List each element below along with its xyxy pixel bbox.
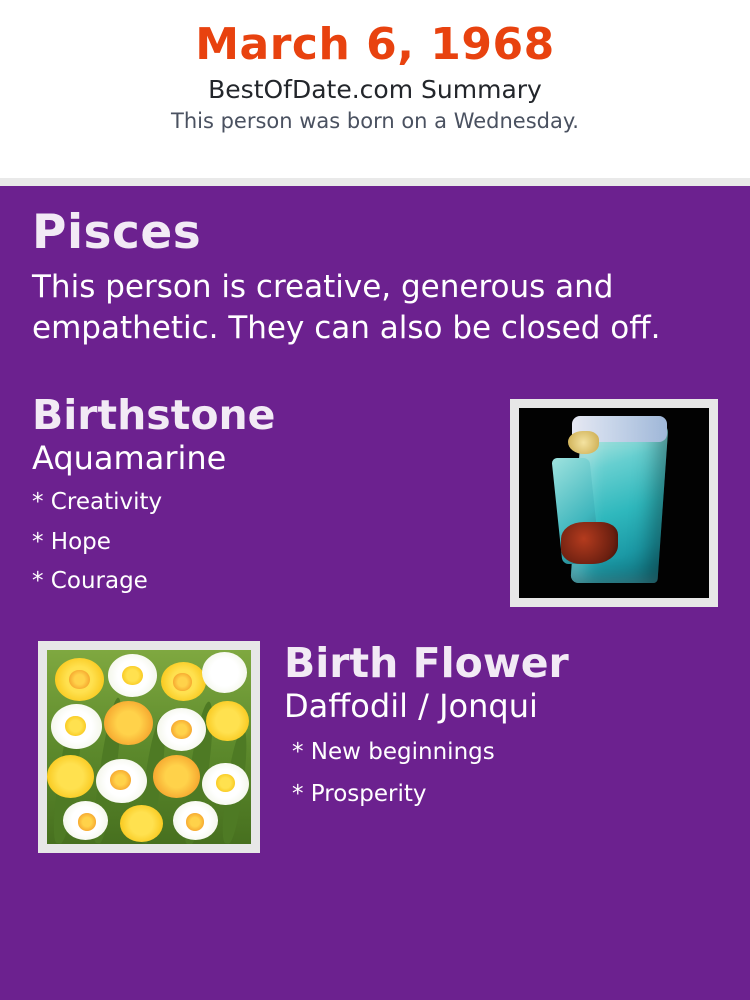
birthflower-name: Daffodil / Jonqui xyxy=(284,687,538,726)
gem-matrix-icon xyxy=(561,522,618,564)
header xyxy=(0,0,750,178)
birthflower-image-inner xyxy=(47,650,251,844)
zodiac-sign-title: Pisces xyxy=(32,205,202,260)
flower-icon xyxy=(202,652,247,693)
summary-panel xyxy=(0,186,750,1000)
header-subtitle: This person was born on a Wednesday. xyxy=(171,108,579,133)
flower-icon xyxy=(153,755,200,798)
birthflower-title: Birth Flower xyxy=(284,639,569,688)
flower-center-icon xyxy=(173,673,191,690)
zodiac-description: This person is creative, generous and empathetic. They can also be closed off. xyxy=(32,269,661,347)
flower-center-icon xyxy=(78,813,96,830)
birthstone-image xyxy=(510,399,718,607)
flower-center-icon xyxy=(216,774,234,791)
birthstone-image-inner xyxy=(519,408,709,598)
birthstone-title: Birthstone xyxy=(32,391,276,440)
birthflower-text xyxy=(284,641,718,808)
flower-center-icon xyxy=(122,666,142,685)
flower-center-icon xyxy=(110,770,130,789)
flower-center-icon xyxy=(171,720,191,739)
birthstone-text xyxy=(32,393,462,596)
flower-icon xyxy=(120,805,163,842)
flower-icon xyxy=(104,701,153,746)
birthstone-trait: * Courage xyxy=(32,568,148,595)
birthflower-section xyxy=(32,641,718,861)
gem-inclusion-icon xyxy=(568,431,598,454)
flower-center-icon xyxy=(65,716,85,735)
birthstone-name: Aquamarine xyxy=(32,439,227,478)
birthflower-trait: * New beginnings xyxy=(292,739,495,766)
flower-center-icon xyxy=(186,813,204,830)
flower-icon xyxy=(47,755,94,798)
flower-center-icon xyxy=(69,670,89,689)
header-divider xyxy=(0,178,750,186)
birthflower-trait: * Prosperity xyxy=(292,780,427,807)
birthstone-section xyxy=(32,393,718,623)
site-name: BestOfDate.com Summary xyxy=(208,75,542,105)
birthflower-image xyxy=(38,641,260,853)
page-title: March 6, 1968 xyxy=(195,19,555,70)
birthstone-trait: * Creativity xyxy=(32,489,163,516)
flower-icon xyxy=(206,701,249,742)
birthstone-trait: * Hope xyxy=(32,528,111,555)
